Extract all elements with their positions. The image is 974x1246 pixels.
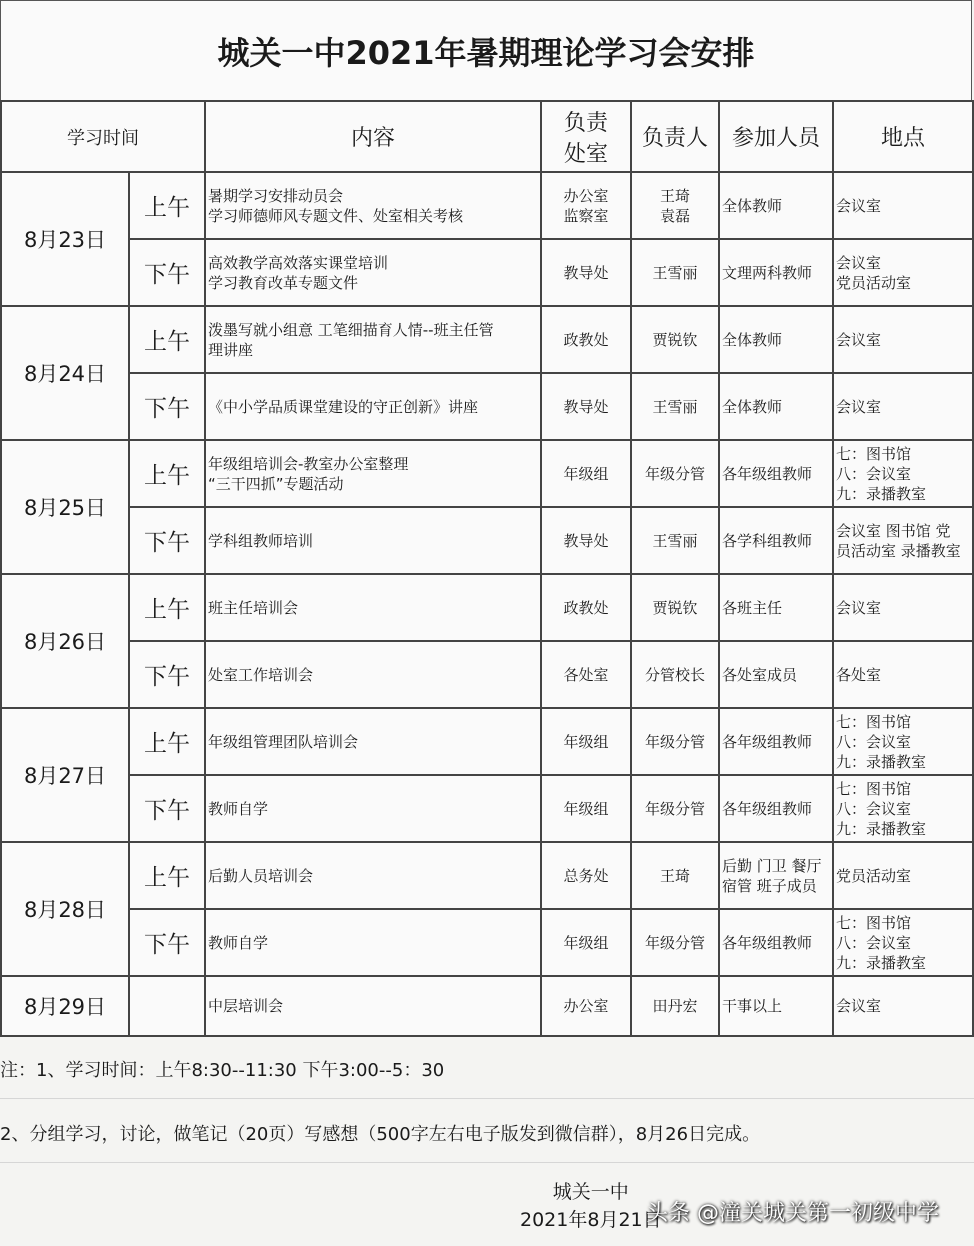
office-cell-line: 教导处 [563, 263, 609, 282]
office-cell-line: 年级组 [563, 464, 609, 483]
header-office-line1: 负责 [563, 110, 608, 136]
content-cell [205, 641, 541, 708]
place-cell-line: 九：录播教室 [836, 752, 927, 771]
period-cell: 下午 [129, 641, 205, 708]
content-cell-line: 暑期学习安排动员会 [208, 186, 344, 205]
person-cell-line: 年级分管 [644, 933, 705, 952]
date-cell: 8月23日 [1, 172, 129, 306]
participants-cell-line: 文理两科教师 [722, 263, 813, 282]
table-row [1, 641, 973, 708]
person-cell [631, 909, 719, 976]
content-cell [205, 842, 541, 909]
content-cell-line: 年级组管理团队培训会 [208, 732, 359, 751]
place-cell-line: 八：会议室 [836, 732, 912, 751]
office-cell [541, 239, 631, 306]
person-cell-line: 王琦 [659, 186, 690, 205]
content-cell-line: “三干四抓”专题活动 [208, 474, 344, 493]
schedule-body [1, 172, 973, 1036]
participants-cell-line: 全体教师 [722, 196, 783, 215]
place-cell-line: 八：会议室 [836, 799, 912, 818]
place-cell-line: 九：录播教室 [836, 953, 927, 972]
content-cell [205, 172, 541, 239]
note-line-1: 注：1、学习时间：上午8:30--11:30 下午3:00--5：30 [0, 1060, 445, 1081]
content-cell-line: 《中小学品质课堂建设的守正创新》讲座 [208, 397, 479, 416]
place-cell [833, 507, 973, 574]
period-cell: 上午 [129, 172, 205, 239]
place-cell-line: 七：图书馆 [836, 444, 912, 463]
participants-cell-line: 各班主任 [722, 598, 783, 617]
person-cell [631, 239, 719, 306]
content-cell [205, 373, 541, 440]
place-cell [833, 842, 973, 909]
participants-cell-line: 各年级组教师 [722, 464, 813, 483]
office-cell [541, 440, 631, 507]
period-cell: 下午 [129, 373, 205, 440]
office-cell-line: 办公室 [563, 186, 609, 205]
note-divider-1 [0, 1098, 974, 1099]
office-cell-line: 教导处 [563, 397, 609, 416]
content-cell [205, 306, 541, 373]
place-cell-line: 各处室 [836, 665, 882, 684]
person-cell-line: 年级分管 [644, 732, 705, 751]
office-cell-line: 政教处 [563, 330, 609, 349]
header-time: 学习时间 [1, 101, 205, 172]
content-cell [205, 440, 541, 507]
footer-signature [520, 1178, 662, 1234]
place-cell [833, 172, 973, 239]
participants-cell [719, 306, 833, 373]
person-cell [631, 373, 719, 440]
person-cell [631, 172, 719, 239]
page-title: 城关一中2021年暑期理论学习会安排 [0, 0, 972, 100]
content-cell-line: 教师自学 [208, 933, 269, 952]
table-row [1, 239, 973, 306]
period-cell: 下午 [129, 775, 205, 842]
place-cell-line: 会议室 [836, 997, 882, 1015]
participants-cell-line: 各年级组教师 [722, 799, 813, 818]
place-cell-line: 七：图书馆 [836, 779, 912, 798]
content-cell-line: 学习教育改革专题文件 [208, 273, 359, 292]
content-cell [205, 909, 541, 976]
period-cell [129, 976, 205, 1036]
note-divider-2 [0, 1162, 974, 1163]
header-place: 地点 [833, 101, 973, 172]
watermark-text: 头条 @潼关城关第一初级中学 [646, 1201, 939, 1226]
table-row [1, 775, 973, 842]
person-cell-line: 王雪丽 [652, 263, 698, 282]
person-cell-line: 年级分管 [644, 799, 705, 818]
participants-cell [719, 440, 833, 507]
table-row [1, 172, 973, 239]
person-cell-line: 王琦 [659, 866, 690, 885]
office-cell-line: 各处室 [563, 665, 609, 684]
place-cell-line: 员活动室 录播教室 [836, 541, 961, 560]
place-cell-line: 八：会议室 [836, 933, 912, 952]
place-cell-line: 党员活动室 [836, 866, 912, 885]
person-cell-line: 袁磊 [659, 206, 690, 225]
person-cell-line: 王雪丽 [652, 397, 698, 416]
person-cell-line: 王雪丽 [652, 531, 698, 550]
content-cell [205, 976, 541, 1036]
content-cell-line: 学习师德师风专题文件、处室相关考核 [208, 206, 464, 225]
person-cell [631, 641, 719, 708]
office-cell-line: 总务处 [563, 866, 609, 885]
participants-cell [719, 507, 833, 574]
participants-cell-line: 干事以上 [722, 997, 783, 1015]
content-cell-line: 高效教学高效落实课堂培训 [208, 253, 389, 272]
person-cell [631, 976, 719, 1036]
person-cell [631, 440, 719, 507]
date-cell: 8月25日 [1, 440, 129, 574]
date-cell: 8月29日 [1, 976, 129, 1036]
content-cell [205, 507, 541, 574]
table-row [1, 440, 973, 507]
header-office-line2: 处室 [563, 141, 608, 167]
date-cell: 8月24日 [1, 306, 129, 440]
office-cell [541, 976, 631, 1036]
office-cell [541, 842, 631, 909]
place-cell-line: 会议室 [836, 253, 882, 272]
participants-cell [719, 172, 833, 239]
place-cell [833, 641, 973, 708]
person-cell-line: 年级分管 [644, 464, 705, 483]
table-row [1, 373, 973, 440]
content-cell [205, 708, 541, 775]
office-cell [541, 306, 631, 373]
table-row [1, 574, 973, 641]
place-cell [833, 775, 973, 842]
period-cell: 上午 [129, 440, 205, 507]
participants-cell [719, 574, 833, 641]
table-row [1, 306, 973, 373]
person-cell-line: 分管校长 [644, 665, 705, 684]
place-cell [833, 239, 973, 306]
place-cell-line: 九：录播教室 [836, 484, 927, 503]
person-cell [631, 708, 719, 775]
place-cell-line: 会议室 [836, 598, 882, 617]
period-cell: 上午 [129, 306, 205, 373]
table-row [1, 909, 973, 976]
period-cell: 上午 [129, 574, 205, 641]
person-cell-line: 贾锐钦 [652, 598, 698, 617]
content-cell-line: 泼墨写就小组意 工笔细描育人情--班主任管 [208, 320, 494, 339]
participants-cell-line: 宿管 班子成员 [722, 876, 817, 895]
person-cell [631, 775, 719, 842]
content-cell-line: 教师自学 [208, 799, 269, 818]
office-cell-line: 教导处 [563, 531, 609, 550]
office-cell [541, 641, 631, 708]
content-cell-line: 中层培训会 [208, 997, 284, 1015]
participants-cell [719, 775, 833, 842]
person-cell [631, 842, 719, 909]
participants-cell-line: 后勤 门卫 餐厅 [722, 856, 822, 875]
office-cell [541, 507, 631, 574]
content-cell-line: 年级组培训会-教室办公室整理 [208, 454, 409, 473]
participants-cell-line: 各年级组教师 [722, 933, 813, 952]
participants-cell [719, 239, 833, 306]
person-cell-line: 田丹宏 [652, 997, 698, 1015]
office-cell-line: 年级组 [563, 732, 609, 751]
participants-cell-line: 各年级组教师 [722, 732, 813, 751]
table-row [1, 708, 973, 775]
office-cell-line: 年级组 [563, 799, 609, 818]
participants-cell-line: 各学科组教师 [722, 531, 813, 550]
office-cell-line: 监察室 [563, 206, 609, 225]
period-cell: 下午 [129, 909, 205, 976]
period-cell: 上午 [129, 708, 205, 775]
participants-cell-line: 全体教师 [722, 330, 783, 349]
place-cell [833, 373, 973, 440]
place-cell-line: 八：会议室 [836, 464, 912, 483]
schedule-table [0, 100, 974, 1037]
date-cell: 8月26日 [1, 574, 129, 708]
place-cell [833, 306, 973, 373]
date-cell: 8月27日 [1, 708, 129, 842]
content-cell-line: 班主任培训会 [208, 598, 299, 617]
table-row [1, 507, 973, 574]
participants-cell [719, 842, 833, 909]
place-cell-line: 党员活动室 [836, 273, 912, 292]
person-cell [631, 574, 719, 641]
period-cell: 上午 [129, 842, 205, 909]
place-cell-line: 九：录播教室 [836, 819, 927, 838]
office-cell [541, 708, 631, 775]
person-cell-line: 贾锐钦 [652, 330, 698, 349]
table-row [1, 976, 973, 1036]
office-cell-line: 政教处 [563, 598, 609, 617]
content-cell-line: 学科组教师培训 [208, 531, 314, 550]
header-office [541, 101, 631, 172]
header-participants: 参加人员 [719, 101, 833, 172]
place-cell [833, 976, 973, 1036]
office-cell [541, 574, 631, 641]
content-cell [205, 775, 541, 842]
office-cell [541, 775, 631, 842]
participants-cell [719, 976, 833, 1036]
footer-date: 2021年8月21日 [520, 1209, 662, 1231]
table-row [1, 842, 973, 909]
participants-cell-line: 各处室成员 [722, 665, 798, 684]
content-cell-line: 后勤人员培训会 [208, 866, 314, 885]
office-cell-line: 办公室 [563, 997, 609, 1015]
footer-org: 城关一中 [552, 1181, 629, 1203]
content-cell [205, 239, 541, 306]
note-line-2: 2、分组学习，讨论，做笔记（20页）写感想（500字左右电子版发到微信群），8月26日完成。 [0, 1124, 761, 1145]
office-cell [541, 909, 631, 976]
place-cell-line: 会议室 [836, 330, 882, 349]
content-cell-line: 理讲座 [208, 340, 254, 359]
person-cell [631, 507, 719, 574]
place-cell-line: 七：图书馆 [836, 712, 912, 731]
participants-cell [719, 909, 833, 976]
participants-cell [719, 641, 833, 708]
participants-cell [719, 708, 833, 775]
period-cell: 下午 [129, 507, 205, 574]
place-cell-line: 会议室 图书馆 党 [836, 521, 951, 540]
header-person: 负责人 [631, 101, 719, 172]
place-cell [833, 708, 973, 775]
office-cell [541, 373, 631, 440]
date-cell: 8月28日 [1, 842, 129, 976]
office-cell-line: 年级组 [563, 933, 609, 952]
place-cell [833, 574, 973, 641]
participants-cell [719, 373, 833, 440]
content-cell-line: 处室工作培训会 [208, 665, 314, 684]
office-cell [541, 172, 631, 239]
person-cell [631, 306, 719, 373]
header-content: 内容 [205, 101, 541, 172]
place-cell [833, 440, 973, 507]
place-cell-line: 会议室 [836, 196, 882, 215]
place-cell-line: 会议室 [836, 397, 882, 416]
place-cell-line: 七：图书馆 [836, 913, 912, 932]
content-cell [205, 574, 541, 641]
period-cell: 下午 [129, 239, 205, 306]
participants-cell-line: 全体教师 [722, 397, 783, 416]
header-row [1, 101, 973, 172]
place-cell [833, 909, 973, 976]
